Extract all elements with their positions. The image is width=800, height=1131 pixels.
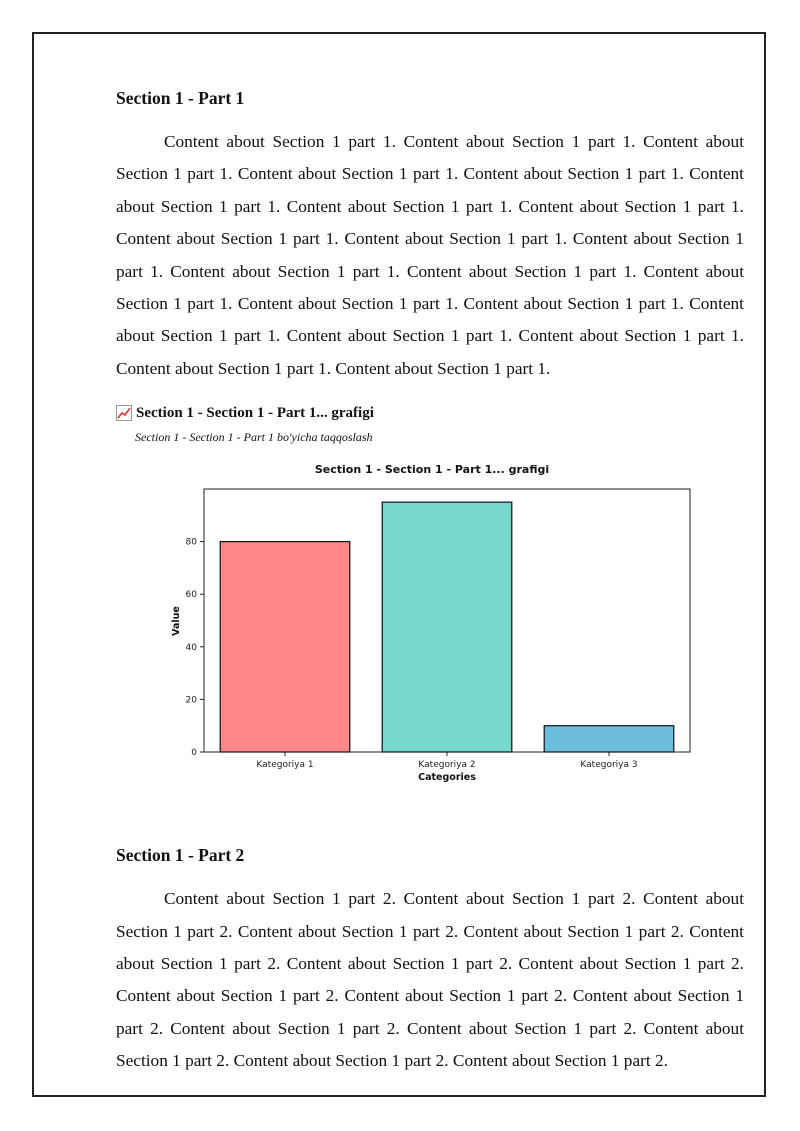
bar-2 [382,502,512,752]
y-tick-label: 0 [191,748,197,759]
x-tick-label: Kategoriya 1 [256,760,314,771]
y-tick-label: 20 [185,695,197,706]
bar-3 [544,726,674,752]
x-tick-label: Kategoriya 3 [580,760,638,771]
page-frame [32,32,766,1097]
section-paragraph: Content about Section 1 part 1. Content about Section 1 part 1. Content about Section 1 part 1. Content about Section 1 part 1. Content about Section 1 part 1. Content about Section 1 part 1. Content about Section 1 part 1. Content about Section 1 part 1. Content about Section 1 part 1. Content about Section 1 part 1. Content about Section 1 part 1. Content about Section 1 part 1. Content about Section 1 part 1. Content about Section 1 part 1. Content about Section 1 part 1. Content about Section 1 part 1. Content about Section 1 part 1. Content about Section 1 part 1. Content about Section 1 part 1. Content about Section 1 part 1. Content about Section 1 part 1. [116,132,744,378]
y-axis-label: Value [171,606,182,637]
x-tick-label: Kategoriya 2 [418,760,476,771]
y-axis-ticks [186,538,204,758]
section-paragraph: Content about Section 1 part 2. Content about Section 1 part 2. Content about Section 1 part 2. Content about Section 1 part 2. Content about Section 1 part 2. Content about Section 1 part 2. Content about Section 1 part 2. Content about Section 1 part 2. Content about Section 1 part 2. Content about Section 1 part 2. Content about Section 1 part 2. Content about Section 1 part 2. Content about Section 1 part 2. Content about Section 1 part 2. Content about Section 1 part 2. Content about Section 1 part 2. [116,889,744,1071]
chart-increasing-icon [116,405,132,421]
y-tick-label: 60 [185,590,197,601]
figure-title [116,403,744,423]
bars-group [220,502,674,752]
chart-title: Section 1 - Section 1 - Part 1... grafigi [314,463,550,477]
figure-caption: Section 1 - Section 1 - Part 1 bo'yicha taqqoslash [135,430,373,445]
document-content [116,86,744,1078]
section-heading: Section 1 - Part 2 [116,845,245,866]
y-tick-label: 40 [185,643,197,654]
section-part-1 [116,86,744,385]
x-axis-label: Categories [418,772,476,784]
bar-1 [220,542,350,752]
figure-title-text: Section 1 - Section 1 - Part 1... grafigi [136,405,374,422]
x-axis-ticks [256,752,637,770]
y-tick-label: 80 [185,537,197,548]
section-part-2 [116,843,744,1077]
bar-chart [162,451,702,811]
section-heading: Section 1 - Part 1 [116,88,245,108]
